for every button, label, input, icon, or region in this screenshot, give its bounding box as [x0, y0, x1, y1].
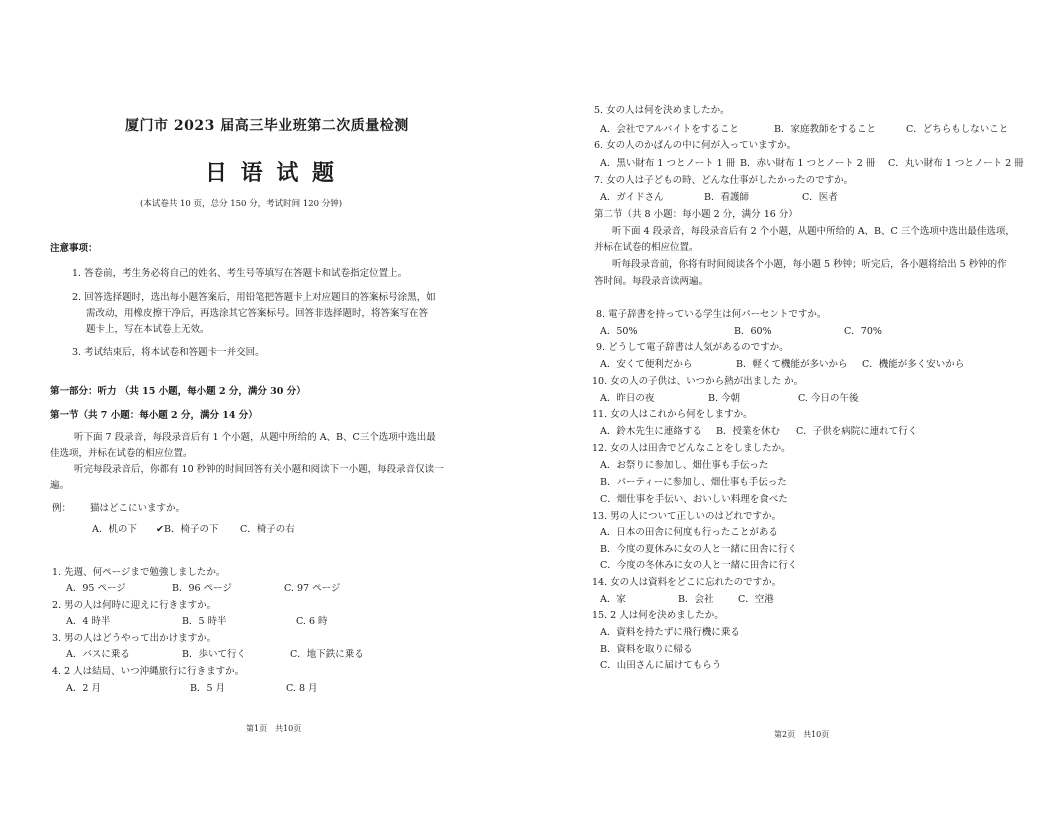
question-text: 12. 女の人は田舎でどんなことをしましたか。: [592, 443, 791, 454]
question-option: A．4 時半: [66, 616, 111, 627]
question-option: B．今度の夏休みに女の人と一緒に田舎に行く: [600, 544, 797, 555]
question-text: 10. 女の人の子供は、いつから熱が出ました か。: [592, 376, 804, 387]
section2-heading: 第二节（共 8 小题：每小题 2 分，满分 16 分）: [594, 209, 798, 220]
part1-heading: 第一部分：听力 （共 15 小题，每小题 2 分，满分 30 分）: [50, 386, 306, 397]
question-option: A．昨日の夜: [600, 393, 655, 404]
question-option: A．家: [600, 594, 626, 605]
question-option: C. 今日の午後: [798, 393, 859, 404]
question-option: B．5 時半: [182, 616, 227, 627]
question-option: B．資料を取りに帰る: [600, 644, 693, 655]
example-option: A．机の下: [92, 524, 137, 535]
section1-instruction: 佳选项，并标在试卷的相应位置。: [50, 448, 193, 459]
question-option: B．赤い財布 1 つとノート 2 冊: [740, 158, 876, 169]
section1-heading: 第一节（共 7 小题：每小题 2 分，满分 14 分）: [50, 410, 258, 421]
question-option: C. 8 月: [286, 683, 318, 694]
question-option: C．地下鉄に乗る: [290, 649, 364, 660]
question-text: 1. 先週、何ページまで勉強しましたか。: [52, 567, 226, 578]
question-text: 14. 女の人は資料をどこに忘れたのですか。: [592, 577, 782, 588]
question-option: A．2 月: [66, 683, 101, 694]
question-option: C．丸い財布 1 つとノート 2 冊: [888, 158, 1024, 169]
exam-info: (本试卷共 10 页，总分 150 分，考试时间 120 分钟): [140, 199, 343, 209]
question-option: A．95 ページ: [66, 583, 126, 594]
question-option: A．黒い財布 1 つとノート 1 冊: [600, 158, 736, 169]
question-option: C. 97 ページ: [284, 583, 341, 594]
question-option: B．授業を休む: [716, 426, 780, 437]
exam-title: 厦门市 2023 届高三毕业班第二次质量检测: [125, 118, 409, 134]
question-text: 7. 女の人は子どもの時、どんな仕事がしたかったのですか。: [594, 175, 854, 186]
notice-item: 题卡上，写在本试卷上无效。: [86, 324, 210, 335]
example-option: C．椅子の右: [240, 524, 295, 535]
notice-item: 2. 回答选择题时，选出每小题答案后，用铅笔把答题卡上对应题目的答案标号涂黑，如: [72, 292, 436, 303]
notice-item: 需改动，用橡皮擦干净后，再选涂其它答案标号。回答非选择题时，将答案写在答: [86, 308, 429, 319]
question-option: B．会社: [678, 594, 714, 605]
section2-instruction: 听每段录音前，你将有时间阅读各个小题，每小题 5 秒钟；听完后，各小题将给出 5 秒钟的作: [612, 259, 1007, 270]
question-option: B．60%: [734, 326, 772, 337]
question-option: A．日本の田舎に何度も行ったことがある: [600, 527, 778, 538]
question-option: C．医者: [802, 192, 838, 203]
question-option: A．会社でアルバイトをすること: [600, 124, 739, 135]
section2-instruction: 听下面 4 段录音，每段录音后有 2 个小题，从题中所给的 A、B、C 三个选项中选出最佳选项，: [612, 226, 1015, 237]
question-text: 9. どうして電子辞書は人気があるのですか。: [596, 342, 789, 353]
question-option: C．山田さんに届けてもらう: [600, 660, 722, 671]
question-option: B．96 ページ: [172, 583, 232, 594]
question-text: 4. 2 人は結局、いつ沖縄旅行に行きますか。: [52, 666, 245, 677]
question-text: 15. 2 人は何を決めましたか。: [592, 610, 724, 621]
question-text: 13. 男の人について正しいのはどれですか。: [592, 511, 781, 522]
example-option: ✔B．椅子の下: [156, 524, 219, 535]
question-option: A．資料を持たずに飛行機に乗る: [600, 627, 740, 638]
question-option: A．安くて便利だから: [600, 359, 693, 370]
question-option: B．軽くて機能が多いから: [736, 359, 848, 370]
exam-page-2: [528, 0, 1056, 816]
notice-item: 3. 考试结束后，将本试卷和答题卡一并交回。: [72, 347, 265, 358]
question-option: B．5 月: [190, 683, 226, 694]
question-option: C. 6 時: [296, 616, 328, 627]
question-text: 3. 男の人はどうやって出かけますか。: [52, 633, 217, 644]
question-option: A．鈴木先生に連絡する: [600, 426, 702, 437]
section1-instruction: 遍。: [50, 480, 70, 491]
subject-title: 日 语 试 题: [205, 160, 337, 186]
question-text: 2. 男の人は何時に迎えに行きますか。: [52, 600, 217, 611]
question-text: 8. 電子辞書を持っている学生は何パーセントですか。: [596, 309, 827, 320]
question-option: C．どちらもしないこと: [906, 124, 1009, 135]
question-option: A．バスに乗る: [66, 649, 130, 660]
question-option: A．50%: [600, 326, 638, 337]
question-option: C．機能が多く安いから: [862, 359, 965, 370]
question-option: C．今度の冬休みに女の人と一緒に田舎に行く: [600, 560, 798, 571]
notice-heading: 注意事项：: [50, 243, 98, 254]
question-option: C．空港: [738, 594, 774, 605]
section2-instruction: 并标在试卷的相应位置。: [594, 242, 699, 253]
question-text: 5. 女の人は何を決めましたか。: [594, 105, 730, 116]
page-footer: 第1页 共10页: [246, 724, 302, 733]
question-option: C．畑仕事を手伝い、おいしい料理を食べた: [600, 494, 788, 505]
question-option: A．ガイドさん: [600, 192, 664, 203]
section1-instruction: 听完每段录音后，你都有 10 秒钟的时间回答有关小题和阅读下一小题，每段录音仅读一: [74, 464, 444, 475]
question-option: B．パーティーに参加し、畑仕事も手伝った: [600, 477, 787, 488]
question-option: A．お祭りに参加し、畑仕事も手伝った: [600, 460, 769, 471]
section1-instruction: 听下面 7 段录音，每段录音后有 1 个小题，从题中所给的 A、B、C三个选项中选出最: [74, 432, 436, 443]
question-text: 6. 女の人のかばんの中に何が入っていますか。: [594, 140, 797, 151]
question-text: 11. 女の人はこれから何をしますか。: [592, 409, 753, 420]
example-question: 猫はどこにいますか。: [90, 503, 186, 514]
question-option: B. 今朝: [708, 393, 741, 404]
section2-instruction: 答时间。每段录音读两遍。: [594, 276, 709, 287]
page-footer: 第2页 共10页: [774, 730, 830, 739]
question-option: B．看護師: [704, 192, 749, 203]
question-option: C．子供を病院に連れて行く: [796, 426, 918, 437]
question-option: B．家庭教師をすること: [774, 124, 876, 135]
example-label: 例：: [52, 503, 72, 514]
notice-item: 1. 答卷前，考生务必将自己的姓名、考生号等填写在答题卡和试卷指定位置上。: [72, 268, 408, 279]
question-option: C．70%: [844, 326, 882, 337]
question-option: B．歩いて行く: [182, 649, 246, 660]
